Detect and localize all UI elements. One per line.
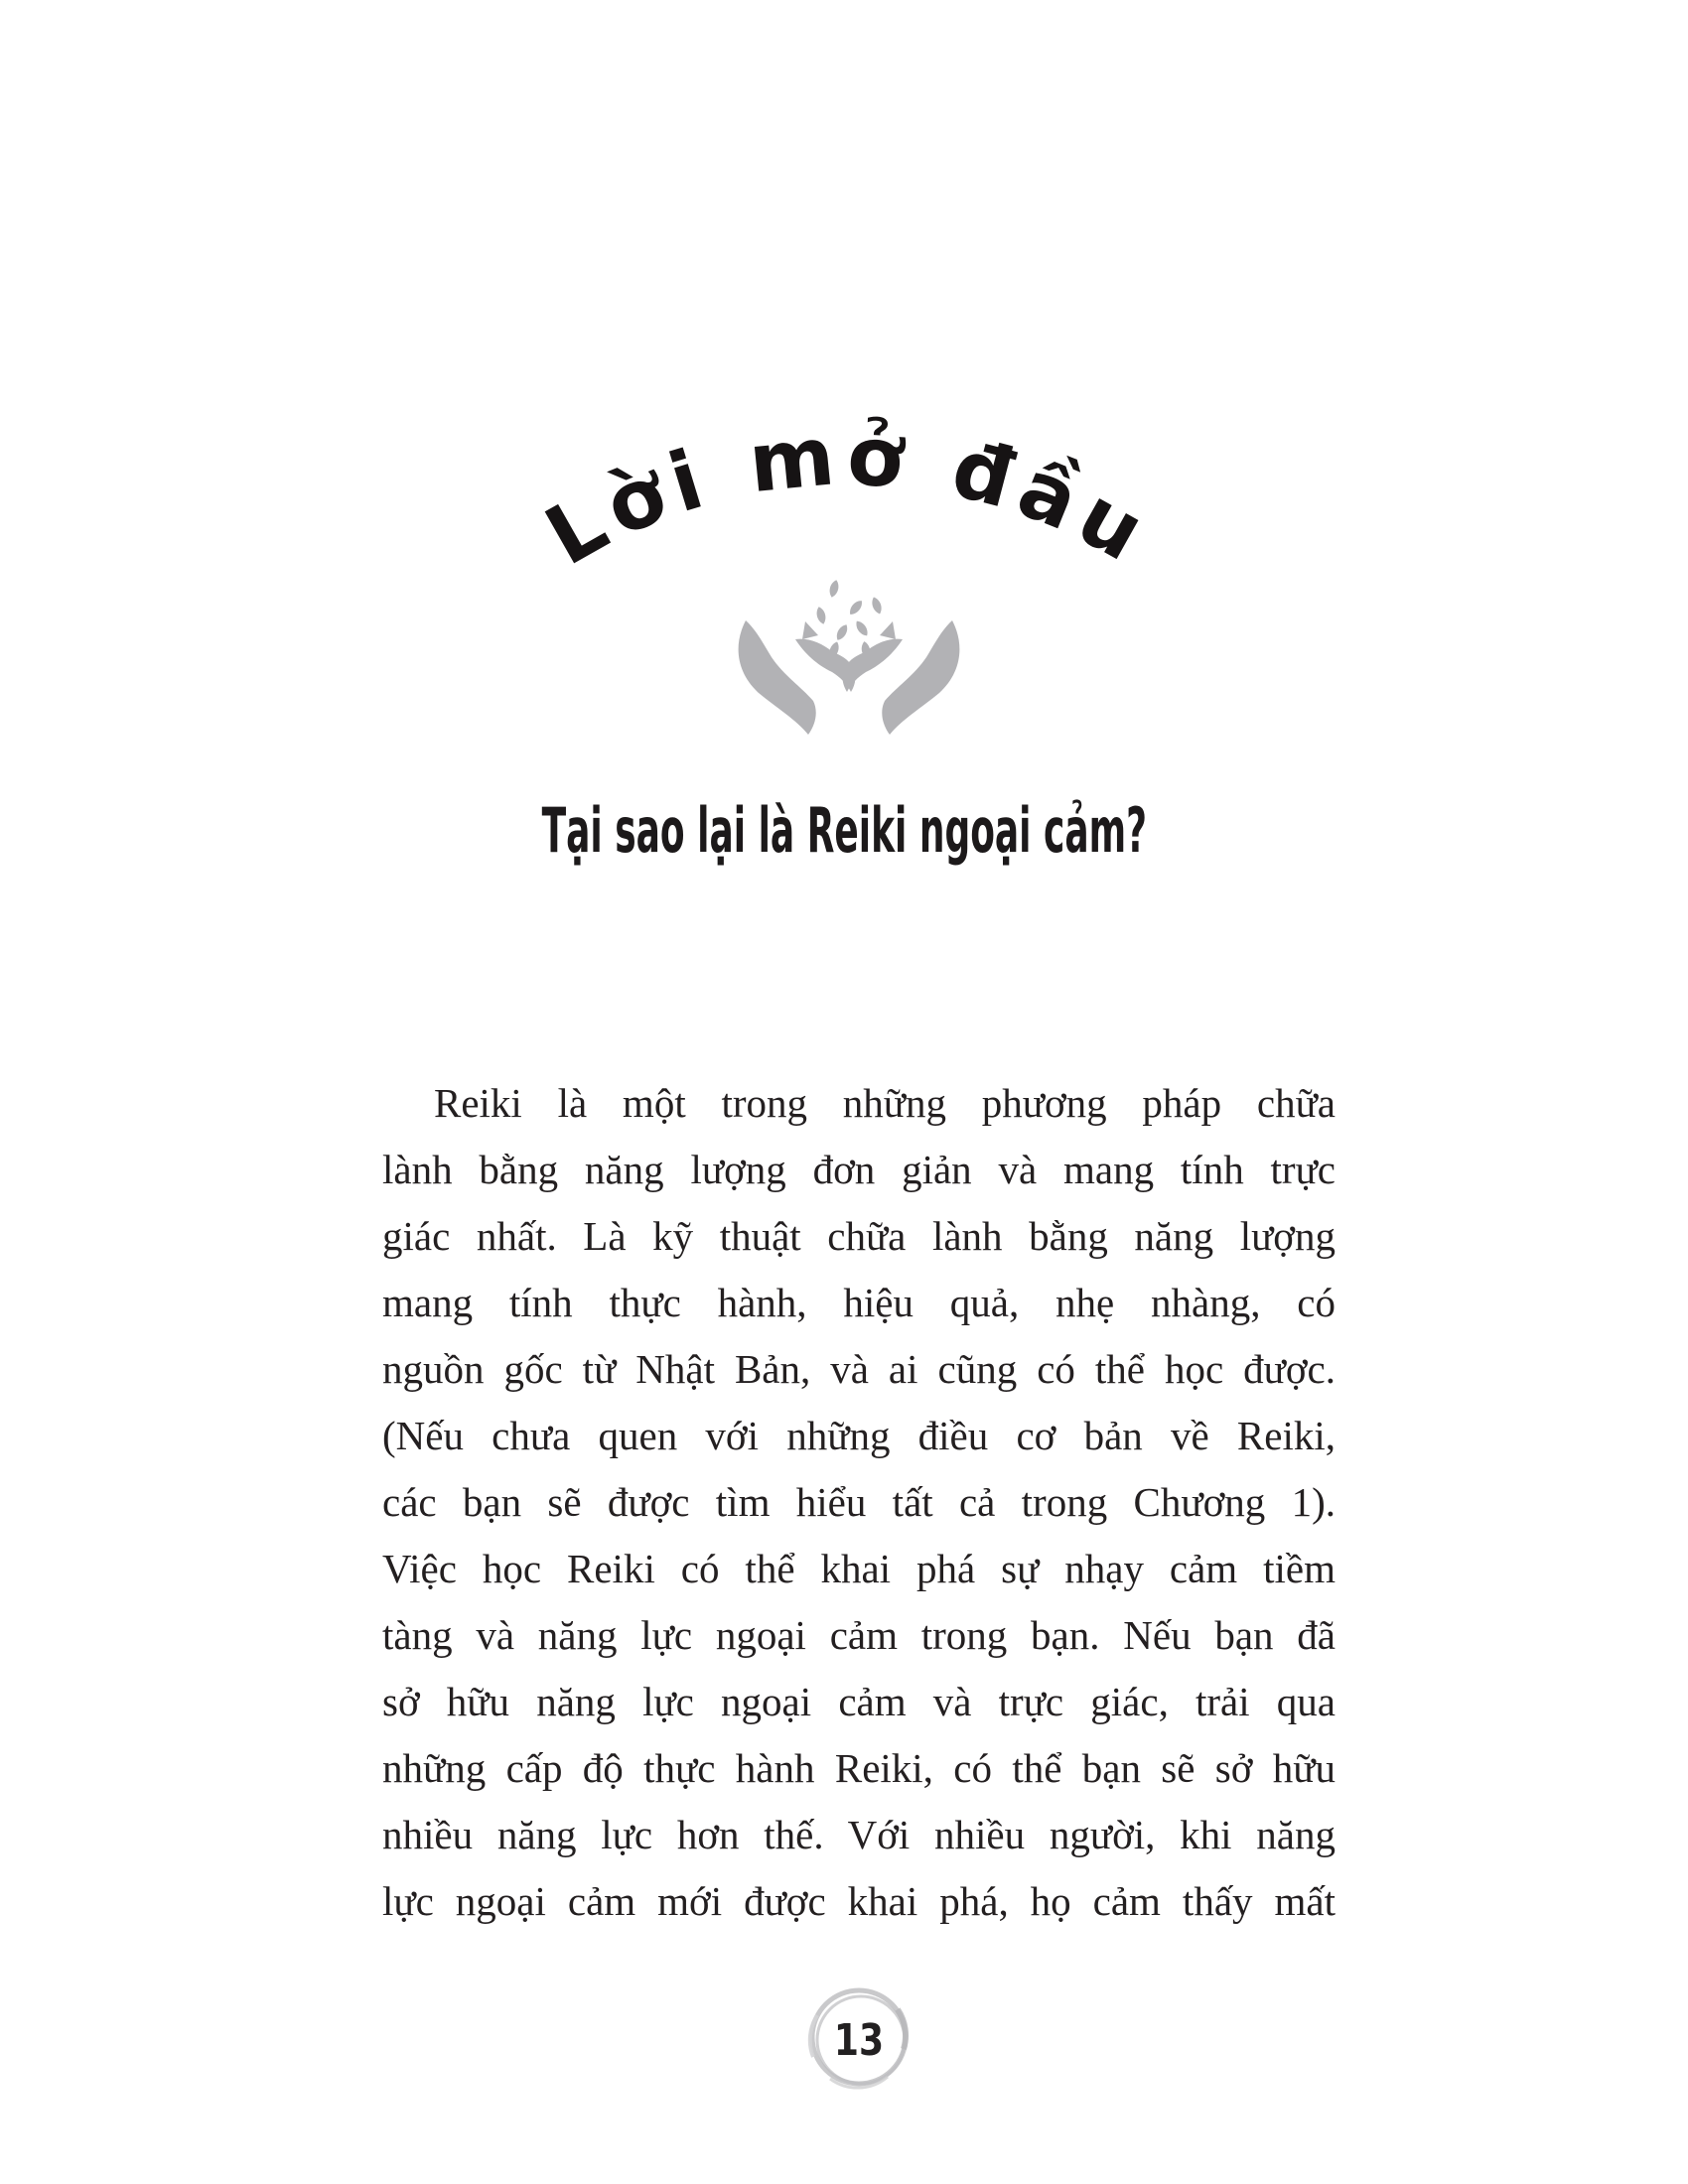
right-hand-icon [843,620,960,735]
body-line: tàng và năng lực ngoại cảm trong bạn. Nếu bạn đã [382,1612,1336,1658]
body-line: nguồn gốc từ Nhật Bản, và ai cũng có thể học được. [382,1346,1336,1392]
page-number-badge [800,1979,917,2097]
body-line: lực ngoại cảm mới được khai phá, họ cảm thấy mất [382,1878,1336,1924]
subtitle-row [0,794,1688,867]
body-paragraph [382,1070,1336,1935]
body-line: sở hữu năng lực ngoại cảm và trực giác, trải qua [382,1679,1336,1724]
body-line: Việc học Reiki có thể khai phá sự nhạy cảm tiềm [382,1546,1336,1591]
section-subtitle: Tại sao lại là Reiki ngoại cảm? [541,794,1147,867]
body-line: lành bằng năng lượng đơn giản và mang tính trực [382,1147,1336,1192]
body-line: (Nếu chưa quen với những điều cơ bản về Reiki, [382,1413,1336,1458]
body-line: giác nhất. Là kỹ thuật chữa lành bằng năng lượng [382,1213,1336,1259]
page-title: Lời mở đầu [530,408,1168,585]
body-line: nhiều năng lực hơn thế. Với nhiều người, khi năng [382,1812,1336,1857]
body-line: các bạn sẽ được tìm hiểu tất cả trong Chương 1). [382,1479,1336,1525]
body-line: những cấp độ thực hành Reiki, có thể bạn sẽ sở hữu [382,1745,1336,1791]
body-line: Reiki là một trong những phương pháp chữa [434,1080,1336,1126]
body-line: mang tính thực hành, hiệu quả, nhẹ nhàng, có [382,1280,1336,1325]
page-number: 13 [833,2014,885,2066]
hands-offering-icon [735,546,963,754]
